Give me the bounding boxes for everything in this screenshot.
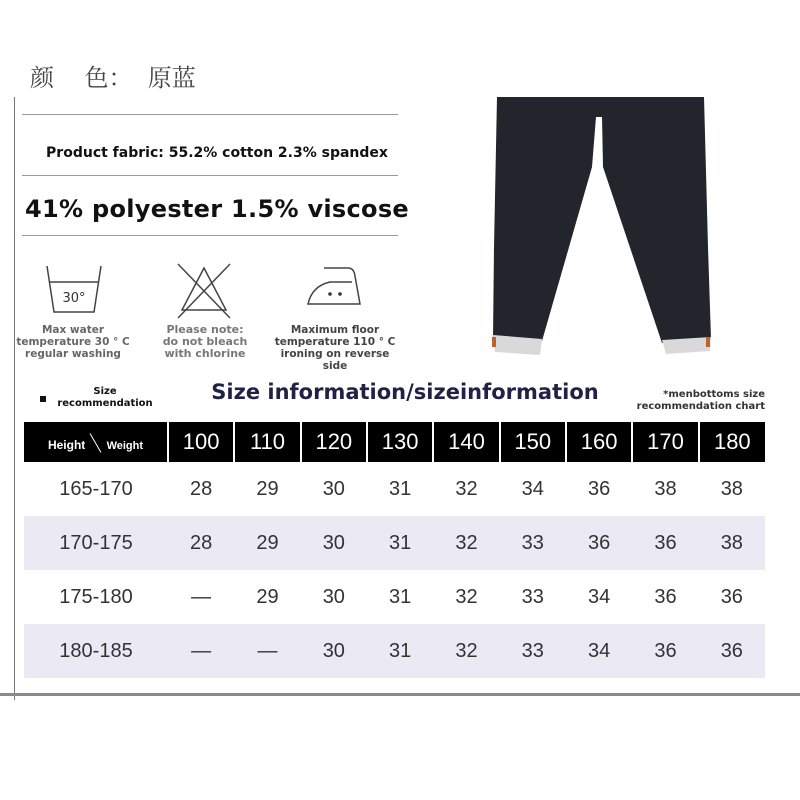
size-cell: 32: [433, 516, 499, 570]
size-chart-note: [637, 389, 765, 413]
size-cell: 29: [256, 585, 279, 608]
bullet-icon: [40, 396, 46, 402]
fabric-line-1: Product fabric: 55.2% cotton 2.3% spandex: [46, 145, 388, 161]
size-cell: 31: [367, 516, 433, 570]
size-cell: 38: [654, 477, 677, 500]
table-row: [24, 516, 765, 570]
care-line: Please note:: [166, 323, 244, 336]
size-cell: 28: [190, 477, 213, 500]
table-row: [24, 624, 765, 678]
note-line: *menbottoms size: [663, 389, 765, 400]
care-line: temperature 30 ° C: [16, 336, 130, 348]
size-cell: —: [234, 624, 300, 678]
size-cell: 34: [588, 585, 611, 608]
size-cell: 31: [367, 624, 433, 678]
care-line: do not bleach: [162, 335, 248, 348]
size-cell: 36: [588, 477, 611, 500]
weight-header-cell: 110: [234, 422, 300, 462]
size-cell: 30: [301, 624, 367, 678]
care-text-bleach: [140, 324, 270, 360]
size-cell: 36: [566, 516, 632, 570]
bottom-divider: [0, 693, 800, 696]
height-cell: 175-180: [59, 585, 133, 608]
size-cell: 36: [699, 624, 765, 678]
size-cell: 38: [720, 477, 743, 500]
height-header: Height: [47, 438, 86, 452]
care-text-ironing: [270, 324, 400, 372]
wash-temp-label: 30°: [62, 291, 86, 306]
size-cell: 38: [699, 516, 765, 570]
size-cell: 28: [168, 516, 234, 570]
size-cell: 32: [455, 477, 478, 500]
size-recommendation-label: [55, 386, 155, 410]
size-cell: 36: [632, 624, 698, 678]
wash-30-icon: [44, 262, 104, 318]
divider: [22, 235, 398, 236]
cropped-color-label: 颜 色： 原蓝: [30, 64, 196, 92]
size-cell: 29: [256, 477, 279, 500]
care-line: Max water: [41, 324, 105, 336]
height-cell: 180-185: [24, 624, 168, 678]
note-line: recommendation chart: [636, 401, 765, 412]
size-cell: 34: [566, 624, 632, 678]
label-line: recommendation: [57, 398, 153, 409]
weight-header-cell: 120: [301, 422, 367, 462]
size-cell: 30: [301, 516, 367, 570]
care-line: with chlorine: [164, 347, 246, 360]
care-line: Maximum floor: [290, 324, 380, 336]
weight-header-cell: 130: [367, 422, 433, 462]
weight-header-cell: 180: [699, 422, 765, 462]
fabric-line-2: 41% polyester 1.5% viscose: [25, 195, 409, 223]
size-cell: 34: [521, 477, 544, 500]
size-cell: 32: [455, 585, 478, 608]
divider: [22, 114, 398, 115]
weight-header-cell: 100: [168, 422, 234, 462]
care-line: temperature 110 ° C: [274, 336, 396, 348]
size-info-title: Size information/sizeinformation: [211, 380, 599, 404]
height-cell: 165-170: [59, 477, 133, 500]
care-line: regular washing: [25, 348, 121, 360]
size-cell: 36: [632, 516, 698, 570]
size-cell: 29: [234, 516, 300, 570]
size-cell: 36: [654, 585, 677, 608]
divider: [22, 175, 398, 176]
table-header-row: [24, 422, 765, 462]
table-row: [24, 570, 765, 624]
weight-header: Weight: [106, 440, 144, 452]
no-bleach-icon: [174, 262, 234, 318]
size-cell: 33: [521, 585, 544, 608]
size-cell: 33: [500, 624, 566, 678]
weight-header-cell: 170: [632, 422, 698, 462]
size-cell: —: [191, 585, 212, 608]
size-cell: 36: [720, 585, 743, 608]
diagonal-divider: [90, 433, 102, 453]
height-cell: 170-175: [24, 516, 168, 570]
left-border-line: [14, 97, 15, 700]
care-line: ironing on reverse side: [280, 348, 390, 372]
iron-icon: [304, 264, 364, 314]
corner-header: [24, 422, 168, 462]
weight-header-cell: 140: [433, 422, 499, 462]
size-cell: 33: [500, 516, 566, 570]
size-cell: 31: [389, 477, 412, 500]
size-table: [24, 422, 765, 678]
jeans-product-image: [480, 97, 730, 359]
weight-header-cell: 150: [500, 422, 566, 462]
label-line: Size: [93, 386, 117, 397]
size-cell: 32: [433, 624, 499, 678]
size-cell: 31: [389, 585, 412, 608]
size-cell: 30: [322, 585, 345, 608]
weight-header-cell: 160: [566, 422, 632, 462]
size-cell: —: [168, 624, 234, 678]
care-text-washing: [8, 324, 138, 360]
table-row: [24, 462, 765, 516]
size-cell: 30: [322, 477, 345, 500]
